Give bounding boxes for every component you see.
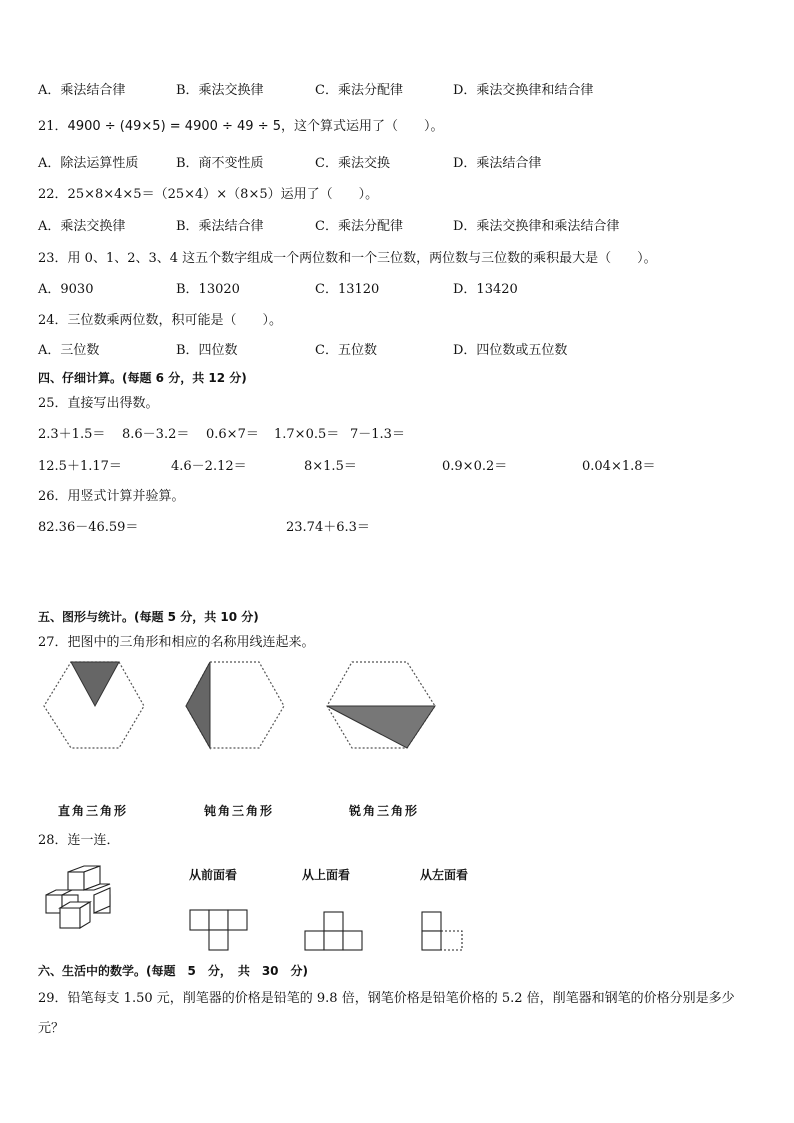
q23-option-b: B．13020 <box>176 282 240 297</box>
q22-option-d: D．乘法交换律和乘法结合律 <box>453 219 620 234</box>
q29-question-line-1: 29．铅笔每支 1.50 元，削笔器的价格是铅笔的 9.8 倍，钢笔价格是铅笔价格的 5.2 倍，削笔器和钢笔的价格分别是多少 <box>38 991 735 1006</box>
q20-option-c: C．乘法分配律 <box>315 83 403 98</box>
q26-item: 82.36－46.59＝ <box>38 520 139 535</box>
q25-item: 2.3＋1.5＝ <box>38 427 106 442</box>
q21-option-b: B．商不变性质 <box>176 156 264 171</box>
q21-text: ，这个算式运用了（ ）。 <box>281 119 444 134</box>
q20-option-a: A．乘法结合律 <box>38 83 126 98</box>
q25-item: 1.7×0.5＝ <box>274 427 340 442</box>
q21-question <box>38 118 444 136</box>
left-view-figure <box>422 912 462 950</box>
section-5-heading: 五、图形与统计。(每题 5 分，共 10 分) <box>38 610 259 624</box>
cube-stack-figure <box>46 866 110 928</box>
hexagon-right-triangle-figure <box>44 662 144 748</box>
q23-option-c: C．13120 <box>315 282 380 297</box>
view-left-label: 从左面看 <box>420 868 469 882</box>
label-acute-triangle: 锐角三角形 <box>349 804 420 818</box>
q25-item: 8×1.5＝ <box>304 459 357 474</box>
q21-formula: 4900 ÷ (49×5) = 4900 ÷ 49 ÷ 5 <box>67 119 282 134</box>
q22-option-b: B．乘法结合律 <box>176 219 264 234</box>
section-6-heading: 六、生活中的数学。(每题 5 分， 共 30 分) <box>38 964 309 978</box>
q22-option-c: C．乘法分配律 <box>315 219 403 234</box>
q27-question: 27．把图中的三角形和相应的名称用线连起来。 <box>38 635 315 650</box>
q24-option-a: A．三位数 <box>38 343 100 358</box>
q23-option-a: A．9030 <box>38 282 94 297</box>
q29-question-line-2: 元？ <box>38 1021 65 1036</box>
q21-option-d: D．乘法结合律 <box>453 156 542 171</box>
q23-question: 23．用 0、1、2、3、4 这五个数字组成一个两位数和一个三位数，两位数与三位数的乘积最大是（ ）。 <box>38 251 657 266</box>
q21-number: 21． <box>38 119 68 134</box>
q26-question: 26．用竖式计算并验算。 <box>38 489 185 504</box>
q25-item: 0.6×7＝ <box>206 427 259 442</box>
view-top-label: 从上面看 <box>302 868 351 882</box>
top-view-figure <box>305 912 362 950</box>
view-front-label: 从前面看 <box>189 868 238 882</box>
label-obtuse-triangle: 钝角三角形 <box>204 804 275 818</box>
q25-question: 25．直接写出得数。 <box>38 396 159 411</box>
q26-item: 23.74＋6.3＝ <box>286 520 370 535</box>
section-4-heading: 四、仔细计算。(每题 6 分，共 12 分) <box>38 371 247 385</box>
q23-option-d: D．13420 <box>453 282 518 297</box>
hexagon-obtuse-triangle-figure <box>186 662 284 748</box>
q24-option-d: D．四位数或五位数 <box>453 343 568 358</box>
q21-option-c: C．乘法交换 <box>315 156 390 171</box>
q21-option-a: A．除法运算性质 <box>38 156 139 171</box>
q25-item: 7－1.3＝ <box>350 427 405 442</box>
q20-option-d: D．乘法交换律和结合律 <box>453 83 594 98</box>
q28-question: 28．连一连． <box>38 833 120 848</box>
q24-option-b: B．四位数 <box>176 343 238 358</box>
q25-item: 0.04×1.8＝ <box>582 459 656 474</box>
q25-item: 12.5＋1.17＝ <box>38 459 122 474</box>
q25-item: 4.6－2.12＝ <box>171 459 247 474</box>
front-view-figure <box>190 910 247 950</box>
q25-item: 8.6－3.2＝ <box>122 427 190 442</box>
q24-option-c: C．五位数 <box>315 343 377 358</box>
label-right-triangle: 直角三角形 <box>58 804 129 818</box>
q25-item: 0.9×0.2＝ <box>442 459 508 474</box>
q24-question: 24．三位数乘两位数，积可能是（ ）。 <box>38 313 283 328</box>
q20-option-b: B．乘法交换律 <box>176 83 264 98</box>
hexagon-acute-triangle-figure <box>327 662 435 748</box>
q22-option-a: A．乘法交换律 <box>38 219 126 234</box>
q22-question: 22．25×8×4×5＝（25×4）×（8×5）运用了（ ）。 <box>38 187 379 202</box>
